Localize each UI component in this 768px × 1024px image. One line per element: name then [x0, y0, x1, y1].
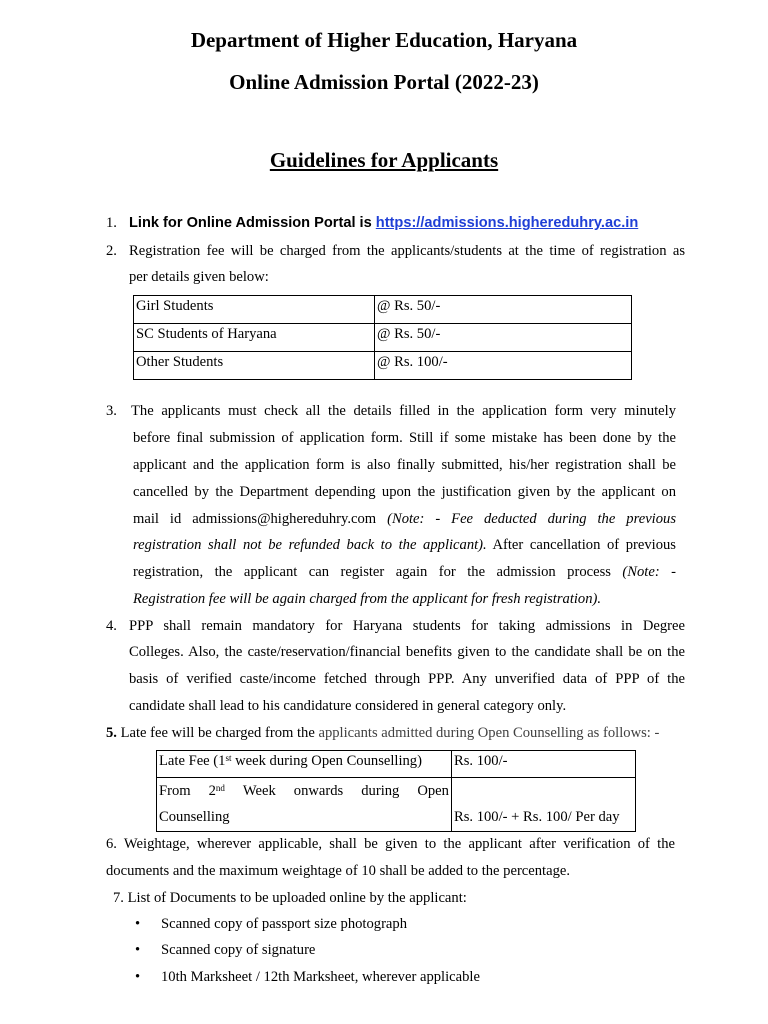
document-item: Scanned copy of passport size photograph [161, 916, 408, 932]
late-fee-amount: Rs. 100/- [452, 751, 636, 778]
fee-category: SC Students of Haryana [134, 324, 375, 352]
item-4-line-1: PPP shall remain mandatory for Haryana students for taking admissions in Degree [129, 618, 685, 634]
item-3-line-7 [133, 562, 676, 582]
item-3-register-again: registration, the applicant can register again for the admission process [133, 564, 623, 580]
fee-row [134, 352, 632, 380]
fee-amount: @ Rs. 50/- [375, 296, 632, 324]
item-6-line-2: documents and the maximum weightage of 10 shall be added to the percentage. [106, 863, 571, 879]
item-6-line-1: 6. Weightage, wherever applicable, shall be given to the applicant after verification of the [106, 836, 675, 852]
fee-row [134, 296, 632, 324]
fee-row [134, 324, 632, 352]
item-1-number: 1. [106, 215, 117, 231]
item-3-line-6 [133, 535, 676, 555]
item-3-line-2: before final submission of application form. Still if some mistake has been done by the [133, 430, 676, 446]
item-3-line-4: cancelled by the Department depending upon the justification given by the applicant on [133, 484, 676, 500]
fee-category: Other Students [134, 352, 375, 380]
item-3-line-5 [133, 509, 676, 529]
item-3-line-8: Registration fee will be again charged from the applicant for fresh registration). [133, 591, 602, 607]
item-3-note-1: (Note: - Fee deducted during the previous [387, 511, 676, 527]
item-3-line-1: The applicants must check all the details filled in the application form very minutely [131, 403, 676, 419]
item-4-line-3: basis of verified caste/income fetched through PPP. Any unverified data of PPP of the [129, 671, 685, 687]
header-portal: Online Admission Portal (2022-23) [229, 70, 539, 94]
bullet-icon: • [135, 969, 141, 985]
item-4-number: 4. [106, 618, 117, 634]
item-3-line-3: applicant and the application form is also finally submitted, his/her registration shall be [133, 457, 676, 473]
item-5-line [106, 723, 659, 743]
item-4-line-4: candidate shall lead to his candidature considered in general category only. [129, 698, 567, 714]
late-fee-period: Late Fee (1st week during Open Counselling) [157, 751, 452, 778]
admission-portal-link[interactable]: https://admissions.highereduhry.ac.in [375, 215, 639, 231]
late-fee-amount: Rs. 100/- + Rs. 100/ Per day [452, 778, 636, 832]
item-5-text: Late fee will be charged from the [116, 725, 319, 741]
item-3-note-1-cont: registration shall not be refunded back to the applicant). [133, 537, 487, 553]
fee-amount: @ Rs. 100/- [375, 352, 632, 380]
item-4-line-2: Colleges. Also, the caste/reservation/financial benefits given to the candidate shall be on the [129, 644, 685, 660]
item-1-text [129, 213, 638, 233]
item-7-heading: 7. List of Documents to be uploaded online by the applicant: [113, 890, 467, 906]
item-1-label: Link for Online Admission Portal is [129, 215, 376, 231]
item-2-line-1: Registration fee will be charged from the applicants/students at the time of registration as [129, 243, 685, 259]
page-title: Guidelines for Applicants [269, 148, 499, 172]
bullet-icon: • [135, 916, 141, 932]
registration-fee-table [133, 295, 632, 380]
fee-category: Girl Students [134, 296, 375, 324]
late-fee-row [157, 778, 636, 832]
late-fee-period: From 2nd Week onwards during Open Counselling [157, 778, 452, 832]
item-3-after-cancel: After cancellation of previous [486, 537, 676, 553]
item-2-number: 2. [106, 243, 117, 259]
document-item: Scanned copy of signature [161, 942, 316, 958]
fee-amount: @ Rs. 50/- [375, 324, 632, 352]
bullet-icon: • [135, 942, 141, 958]
document-item: 10th Marksheet / 12th Marksheet, wherever applicable [161, 969, 480, 985]
item-3-email-text: mail id admissions@highereduhry.com [133, 511, 388, 527]
item-5-number: 5. [106, 725, 117, 741]
item-3-note-2: (Note: - [622, 564, 677, 580]
late-fee-row [157, 751, 636, 778]
item-5-text-grey: applicants admitted during Open Counselling as follows: - [318, 725, 660, 741]
item-3-number: 3. [106, 403, 117, 419]
item-2-line-2: per details given below: [129, 269, 269, 285]
header-department: Department of Higher Education, Haryana [190, 28, 578, 52]
late-fee-table [156, 750, 636, 832]
